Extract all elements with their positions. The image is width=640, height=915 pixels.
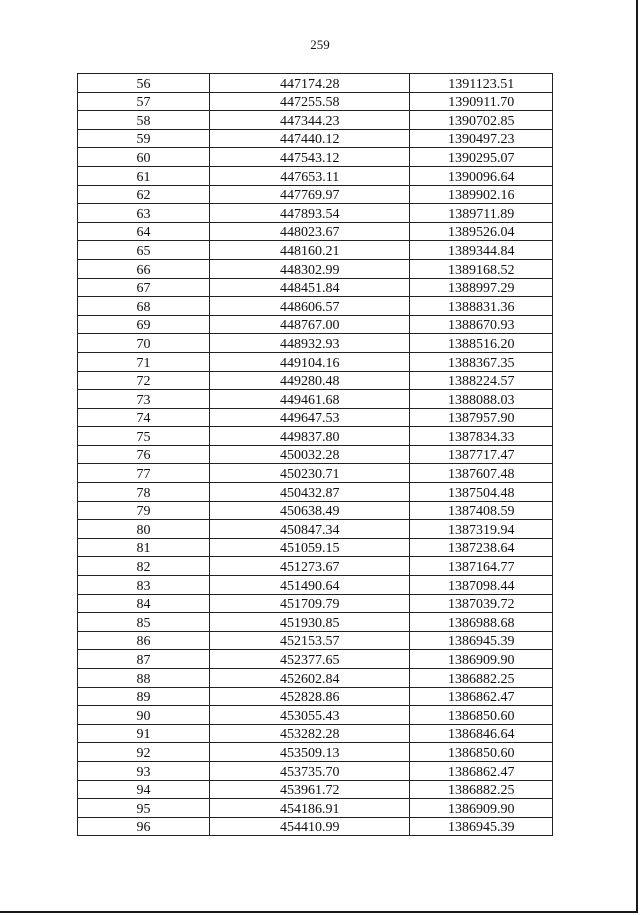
x-coordinate-cell: 448023.67 <box>209 222 410 241</box>
point-number-cell: 56 <box>78 74 210 93</box>
point-number-cell: 68 <box>78 297 210 316</box>
x-coordinate-cell: 447653.11 <box>209 166 410 185</box>
table-row <box>78 408 553 427</box>
y-coordinate-cell: 1387408.59 <box>410 501 553 520</box>
table-row <box>78 352 553 371</box>
table-row <box>78 743 553 762</box>
y-coordinate-cell: 1387164.77 <box>410 557 553 576</box>
point-number-cell: 66 <box>78 259 210 278</box>
point-number-cell: 71 <box>78 352 210 371</box>
y-coordinate-cell: 1386862.47 <box>410 761 553 780</box>
point-number-cell: 57 <box>78 92 210 111</box>
point-number-cell: 78 <box>78 483 210 502</box>
y-coordinate-cell: 1386862.47 <box>410 687 553 706</box>
y-coordinate-cell: 1388224.57 <box>410 371 553 390</box>
x-coordinate-cell: 447344.23 <box>209 111 410 130</box>
x-coordinate-cell: 452828.86 <box>209 687 410 706</box>
table-row <box>78 427 553 446</box>
point-number-cell: 63 <box>78 204 210 223</box>
y-coordinate-cell: 1387319.94 <box>410 520 553 539</box>
y-coordinate-cell: 1390497.23 <box>410 129 553 148</box>
x-coordinate-cell: 451709.79 <box>209 594 410 613</box>
x-coordinate-cell: 447255.58 <box>209 92 410 111</box>
point-number-cell: 64 <box>78 222 210 241</box>
x-coordinate-cell: 447440.12 <box>209 129 410 148</box>
x-coordinate-cell: 454186.91 <box>209 799 410 818</box>
table-row <box>78 483 553 502</box>
table-row <box>78 594 553 613</box>
table-row <box>78 669 553 688</box>
x-coordinate-cell: 447769.97 <box>209 185 410 204</box>
y-coordinate-cell: 1389344.84 <box>410 241 553 260</box>
table-row <box>78 501 553 520</box>
y-coordinate-cell: 1388516.20 <box>410 334 553 353</box>
y-coordinate-cell: 1389526.04 <box>410 222 553 241</box>
x-coordinate-cell: 450230.71 <box>209 464 410 483</box>
point-number-cell: 81 <box>78 538 210 557</box>
point-number-cell: 94 <box>78 780 210 799</box>
y-coordinate-cell: 1386988.68 <box>410 613 553 632</box>
x-coordinate-cell: 452153.57 <box>209 631 410 650</box>
table-row <box>78 557 553 576</box>
x-coordinate-cell: 448767.00 <box>209 315 410 334</box>
point-number-cell: 76 <box>78 445 210 464</box>
table-row <box>78 278 553 297</box>
x-coordinate-cell: 454410.99 <box>209 817 410 836</box>
x-coordinate-cell: 453735.70 <box>209 761 410 780</box>
table-row <box>78 799 553 818</box>
point-number-cell: 86 <box>78 631 210 650</box>
table-row <box>78 371 553 390</box>
x-coordinate-cell: 451930.85 <box>209 613 410 632</box>
point-number-cell: 65 <box>78 241 210 260</box>
table-row <box>78 761 553 780</box>
x-coordinate-cell: 448932.93 <box>209 334 410 353</box>
point-number-cell: 95 <box>78 799 210 818</box>
point-number-cell: 80 <box>78 520 210 539</box>
x-coordinate-cell: 449280.48 <box>209 371 410 390</box>
point-number-cell: 75 <box>78 427 210 446</box>
table-row <box>78 111 553 130</box>
table-row <box>78 687 553 706</box>
x-coordinate-cell: 450847.34 <box>209 520 410 539</box>
table-row <box>78 464 553 483</box>
y-coordinate-cell: 1387834.33 <box>410 427 553 446</box>
table-row <box>78 576 553 595</box>
table-row <box>78 631 553 650</box>
table-row <box>78 724 553 743</box>
y-coordinate-cell: 1386945.39 <box>410 631 553 650</box>
x-coordinate-cell: 450638.49 <box>209 501 410 520</box>
y-coordinate-cell: 1390096.64 <box>410 166 553 185</box>
y-coordinate-cell: 1387098.44 <box>410 576 553 595</box>
y-coordinate-cell: 1386850.60 <box>410 706 553 725</box>
y-coordinate-cell: 1387957.90 <box>410 408 553 427</box>
x-coordinate-cell: 451273.67 <box>209 557 410 576</box>
point-number-cell: 59 <box>78 129 210 148</box>
point-number-cell: 58 <box>78 111 210 130</box>
x-coordinate-cell: 452377.65 <box>209 650 410 669</box>
y-coordinate-cell: 1386882.25 <box>410 780 553 799</box>
point-number-cell: 67 <box>78 278 210 297</box>
point-number-cell: 84 <box>78 594 210 613</box>
x-coordinate-cell: 449461.68 <box>209 390 410 409</box>
table-row <box>78 241 553 260</box>
point-number-cell: 61 <box>78 166 210 185</box>
point-number-cell: 96 <box>78 817 210 836</box>
y-coordinate-cell: 1390295.07 <box>410 148 553 167</box>
point-number-cell: 73 <box>78 390 210 409</box>
point-number-cell: 62 <box>78 185 210 204</box>
y-coordinate-cell: 1387607.48 <box>410 464 553 483</box>
point-number-cell: 83 <box>78 576 210 595</box>
point-number-cell: 70 <box>78 334 210 353</box>
x-coordinate-cell: 451490.64 <box>209 576 410 595</box>
y-coordinate-cell: 1386846.64 <box>410 724 553 743</box>
point-number-cell: 87 <box>78 650 210 669</box>
point-number-cell: 90 <box>78 706 210 725</box>
x-coordinate-cell: 447543.12 <box>209 148 410 167</box>
point-number-cell: 88 <box>78 669 210 688</box>
y-coordinate-cell: 1388367.35 <box>410 352 553 371</box>
y-coordinate-cell: 1388670.93 <box>410 315 553 334</box>
y-coordinate-cell: 1389711.89 <box>410 204 553 223</box>
y-coordinate-cell: 1390911.70 <box>410 92 553 111</box>
y-coordinate-cell: 1390702.85 <box>410 111 553 130</box>
table-row <box>78 259 553 278</box>
page-number: 259 <box>310 37 330 52</box>
y-coordinate-cell: 1386850.60 <box>410 743 553 762</box>
point-number-cell: 69 <box>78 315 210 334</box>
x-coordinate-cell: 448451.84 <box>209 278 410 297</box>
point-number-cell: 74 <box>78 408 210 427</box>
y-coordinate-cell: 1389902.16 <box>410 185 553 204</box>
y-coordinate-cell: 1388088.03 <box>410 390 553 409</box>
x-coordinate-cell: 451059.15 <box>209 538 410 557</box>
table-row <box>78 185 553 204</box>
point-number-cell: 77 <box>78 464 210 483</box>
x-coordinate-cell: 447893.54 <box>209 204 410 223</box>
y-coordinate-cell: 1386945.39 <box>410 817 553 836</box>
x-coordinate-cell: 453961.72 <box>209 780 410 799</box>
y-coordinate-cell: 1386909.90 <box>410 650 553 669</box>
table-row <box>78 204 553 223</box>
point-number-cell: 91 <box>78 724 210 743</box>
table-row <box>78 613 553 632</box>
x-coordinate-cell: 449837.80 <box>209 427 410 446</box>
point-number-cell: 79 <box>78 501 210 520</box>
table-row <box>78 780 553 799</box>
coordinates-table <box>77 73 553 836</box>
y-coordinate-cell: 1391123.51 <box>410 74 553 93</box>
x-coordinate-cell: 448302.99 <box>209 259 410 278</box>
table-row <box>78 222 553 241</box>
y-coordinate-cell: 1388831.36 <box>410 297 553 316</box>
y-coordinate-cell: 1387039.72 <box>410 594 553 613</box>
coordinates-table-body <box>78 74 553 836</box>
table-row <box>78 706 553 725</box>
x-coordinate-cell: 453055.43 <box>209 706 410 725</box>
table-row <box>78 315 553 334</box>
x-coordinate-cell: 450432.87 <box>209 483 410 502</box>
table-row <box>78 650 553 669</box>
y-coordinate-cell: 1386909.90 <box>410 799 553 818</box>
x-coordinate-cell: 450032.28 <box>209 445 410 464</box>
y-coordinate-cell: 1386882.25 <box>410 669 553 688</box>
x-coordinate-cell: 452602.84 <box>209 669 410 688</box>
point-number-cell: 82 <box>78 557 210 576</box>
x-coordinate-cell: 449104.16 <box>209 352 410 371</box>
point-number-cell: 93 <box>78 761 210 780</box>
point-number-cell: 89 <box>78 687 210 706</box>
y-coordinate-cell: 1388997.29 <box>410 278 553 297</box>
table-row <box>78 445 553 464</box>
x-coordinate-cell: 453282.28 <box>209 724 410 743</box>
table-row <box>78 74 553 93</box>
table-row <box>78 520 553 539</box>
table-row <box>78 166 553 185</box>
x-coordinate-cell: 448160.21 <box>209 241 410 260</box>
point-number-cell: 92 <box>78 743 210 762</box>
table-row <box>78 334 553 353</box>
point-number-cell: 60 <box>78 148 210 167</box>
y-coordinate-cell: 1387717.47 <box>410 445 553 464</box>
point-number-cell: 85 <box>78 613 210 632</box>
table-row <box>78 297 553 316</box>
table-row <box>78 148 553 167</box>
y-coordinate-cell: 1389168.52 <box>410 259 553 278</box>
x-coordinate-cell: 449647.53 <box>209 408 410 427</box>
y-coordinate-cell: 1387504.48 <box>410 483 553 502</box>
y-coordinate-cell: 1387238.64 <box>410 538 553 557</box>
table-row <box>78 390 553 409</box>
x-coordinate-cell: 448606.57 <box>209 297 410 316</box>
table-row <box>78 92 553 111</box>
x-coordinate-cell: 447174.28 <box>209 74 410 93</box>
x-coordinate-cell: 453509.13 <box>209 743 410 762</box>
table-row <box>78 129 553 148</box>
point-number-cell: 72 <box>78 371 210 390</box>
table-row <box>78 817 553 836</box>
table-row <box>78 538 553 557</box>
